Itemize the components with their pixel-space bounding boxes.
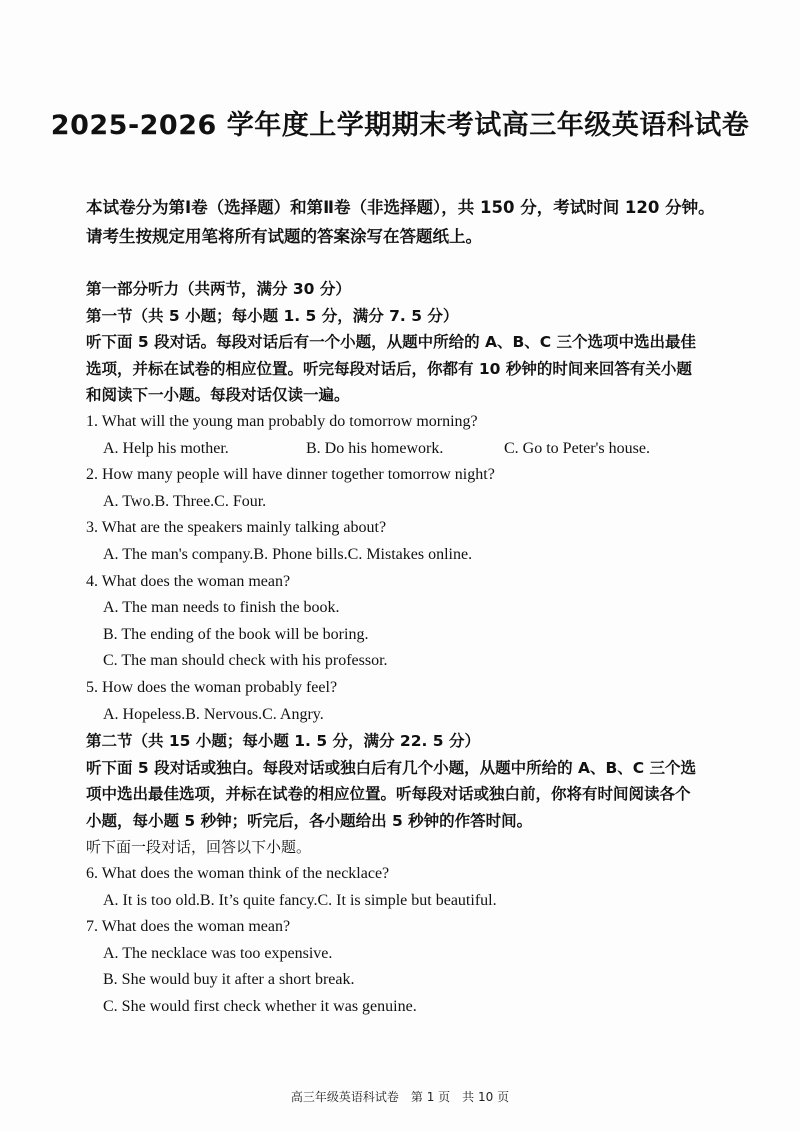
exam-title: 2025-2026 学年度上学期期末考试高三年级英语科试卷 [50,110,750,141]
section1-instruction-line: 和阅读下一小题。每段对话仅读一遍。 [86,386,350,405]
section2-sub-instruction: 听下面一段对话，回答以下小题。 [86,838,312,857]
question-1-stem: 1. What will the young man probably do tomorrow morning? [86,412,478,430]
question-6-stem: 6. What does the woman think of the necklace? [86,865,390,883]
question-3-stem: 3. What are the speakers mainly talking about? [86,519,387,537]
question-1-option-c: C. Go to Peter's house. [504,439,650,457]
section2-instruction-line: 小题，每小题 5 秒钟；听完后，各小题给出 5 秒钟的作答时间。 [86,811,533,830]
question-5-options: A. Hopeless.B. Nervous.C. Angry. [103,705,324,723]
section2-heading: 第二节（共 15 小题；每小题 1. 5 分，满分 22. 5 分） [86,732,480,751]
question-1-option-a: A. Help his mother. [103,439,229,457]
section1-heading: 第一节（共 5 小题；每小题 1. 5 分，满分 7. 5 分） [86,306,459,325]
question-1-option-b: B. Do his homework. [306,439,444,457]
question-7-option-c: C. She would first check whether it was genuine. [103,998,417,1016]
question-4-option-a: A. The man needs to finish the book. [103,599,340,617]
question-6-options: A. It is too old.B. It’s quite fancy.C. It is simple but beautiful. [103,891,497,909]
question-4-option-c: C. The man should check with his professor. [103,652,388,670]
exam-intro: 本试卷分为第Ⅰ卷（选择题）和第Ⅱ卷（非选择题），共 150 分，考试时间 120 分钟。请考生按规定用笔将所有试题的答案涂写在答题纸上。 [86,198,715,246]
part1-heading: 第一部分听力（共两节，满分 30 分） [86,280,351,298]
question-4-option-b: B. The ending of the book will be boring. [103,625,369,643]
section2-instruction-line: 听下面 5 段对话或独白。每段对话或独白后有几个小题，从题中所给的 A、B、C 三个选 [86,758,697,777]
question-5-stem: 5. How does the woman probably feel? [86,678,338,696]
section1-instruction-line: 听下面 5 段对话。每段对话后有一个小题，从题中所给的 A、B、C 三个选项中选出最佳 [86,333,697,352]
question-7-option-b: B. She would buy it after a short break. [103,971,355,989]
question-2-stem: 2. How many people will have dinner together tomorrow night? [86,466,495,484]
question-7-stem: 7. What does the woman mean? [86,918,291,936]
question-4-stem: 4. What does the woman mean? [86,572,291,590]
section2-instruction-line: 项中选出最佳选项，并标在试卷的相应位置。听每段对话或独白前，你将有时间阅读各个 [86,785,691,804]
exam-content [86,276,726,1021]
question-7-option-a: A. The necklace was too expensive. [103,944,333,962]
page-footer: 高三年级英语科试卷 第 1 页 共 10 页 [290,1090,510,1104]
question-3-options: A. The man's company.B. Phone bills.C. Mistakes online. [103,545,473,563]
question-2-options: A. Two.B. Three.C. Four. [103,492,267,510]
section1-instruction-line: 选项，并标在试卷的相应位置。听完每段对话后，你都有 10 秒钟的时间来回答有关小题 [86,359,692,378]
question-1-options [86,436,726,463]
